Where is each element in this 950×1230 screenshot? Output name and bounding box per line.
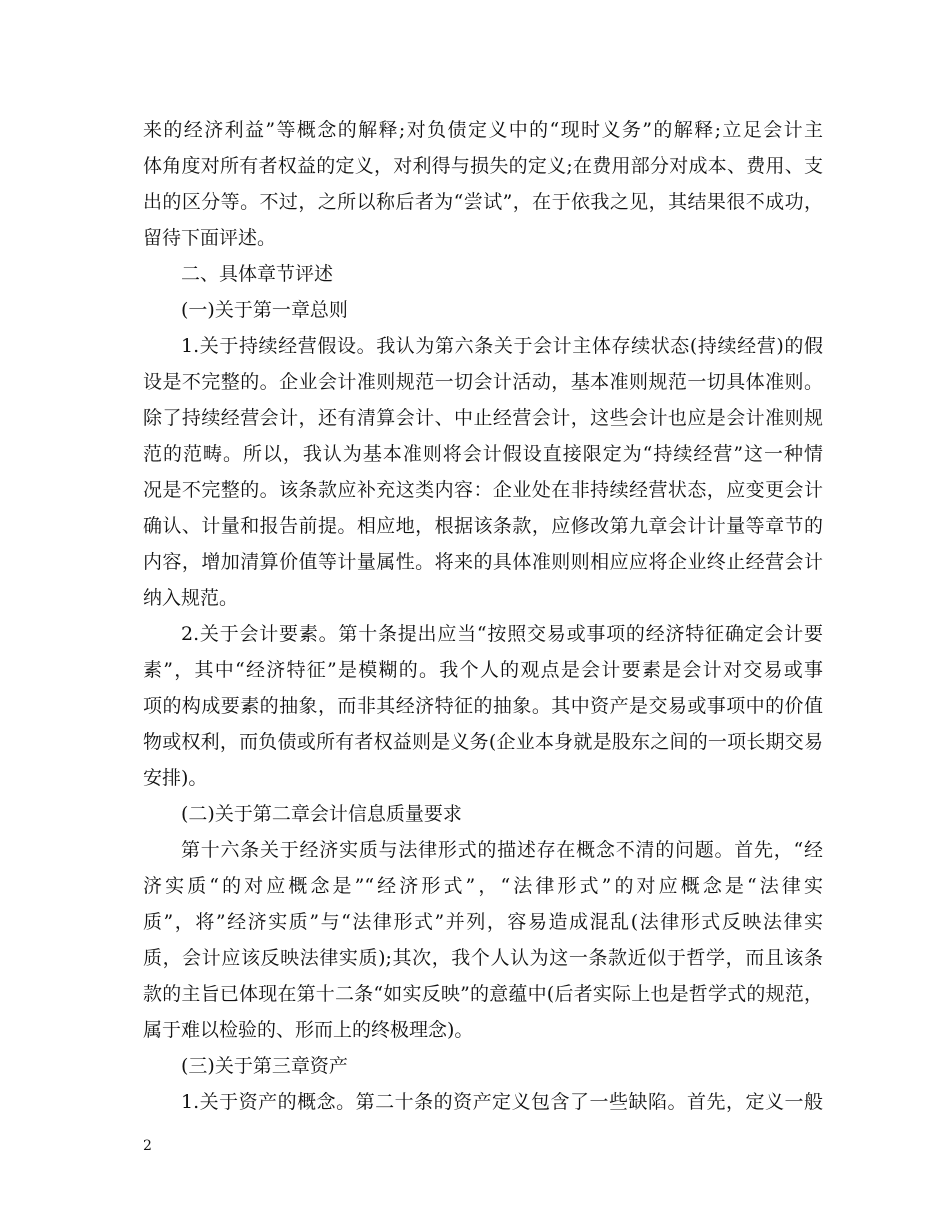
text-line: 项的构成要素的抽象，而非其经济特征的抽象。其中资产是交易或事项中的价值 bbox=[143, 695, 823, 717]
text-line: 留待下面评述。 bbox=[143, 227, 277, 249]
text-line: 内容，增加清算价值等计量属性。将来的具体准则则相应应将企业终止经营会计 bbox=[143, 551, 823, 573]
text-line: (三)关于第三章资产 bbox=[181, 1055, 348, 1077]
text-line: 款的主旨已体现在第十二条“如实反映”的意蕴中(后者实际上也是哲学式的规范， bbox=[143, 983, 823, 1005]
text-line: 安排)。 bbox=[143, 767, 208, 789]
text-line: 体角度对所有者权益的定义，对利得与损失的定义;在费用部分对成本、费用、支 bbox=[143, 155, 823, 177]
text-line: 济实质“的对应概念是”“经济形式”，“法律形式”的对应概念是“法律实 bbox=[143, 875, 823, 897]
text-line: 物或权利，而负债或所有者权益则是义务(企业本身就是股东之间的一项长期交易 bbox=[143, 731, 823, 753]
text-line: 属于难以检验的、形而上的终极理念)。 bbox=[143, 1019, 474, 1041]
text-line: 确认、计量和报告前提。相应地，根据该条款，应修改第九章会计计量等章节的 bbox=[143, 515, 823, 537]
text-line: (一)关于第一章总则 bbox=[181, 299, 348, 321]
text-line: 素”，其中“经济特征”是模糊的。我个人的观点是会计要素是会计对交易或事 bbox=[143, 659, 823, 681]
text-line: 纳入规范。 bbox=[143, 587, 239, 609]
text-line: 第十六条关于经济实质与法律形式的描述存在概念不清的问题。首先，“经 bbox=[181, 839, 823, 861]
text-line: 2.关于会计要素。第十条提出应当“按照交易或事项的经济特征确定会计要 bbox=[181, 623, 823, 645]
text-line: 质”，将”经济实质”与“法律形式”并列，容易造成混乱(法律形式反映法律实 bbox=[143, 911, 823, 933]
text-line: 除了持续经营会计，还有清算会计、中止经营会计，这些会计也应是会计准则规 bbox=[143, 407, 823, 429]
text-line: 1.关于持续经营假设。我认为第六条关于会计主体存续状态(持续经营)的假 bbox=[181, 335, 823, 357]
text-line: 二、具体章节评述 bbox=[181, 263, 334, 285]
text-line: 况是不完整的。该条款应补充这类内容：企业处在非持续经营状态，应变更会计 bbox=[143, 479, 823, 501]
text-line: 设是不完整的。企业会计准则规范一切会计活动，基本准则规范一切具体准则。 bbox=[143, 371, 823, 393]
text-line: 质，会计应该反映法律实质);其次，我个人认为这一条款近似于哲学，而且该条 bbox=[143, 947, 823, 969]
text-line: 1.关于资产的概念。第二十条的资产定义包含了一些缺陷。首先，定义一般 bbox=[181, 1091, 823, 1113]
text-line: 出的区分等。不过，之所以称后者为“尝试”，在于依我之见，其结果很不成功， bbox=[143, 191, 823, 213]
text-line: 范的范畴。所以，我认为基本准则将会计假设直接限定为“持续经营”这一种情 bbox=[143, 443, 823, 465]
text-line: 来的经济利益”等概念的解释;对负债定义中的“现时义务”的解释;立足会计主 bbox=[143, 119, 823, 141]
text-line: (二)关于第二章会计信息质量要求 bbox=[181, 803, 462, 825]
document-body bbox=[143, 112, 823, 1120]
page-number: 2 bbox=[143, 1138, 152, 1154]
